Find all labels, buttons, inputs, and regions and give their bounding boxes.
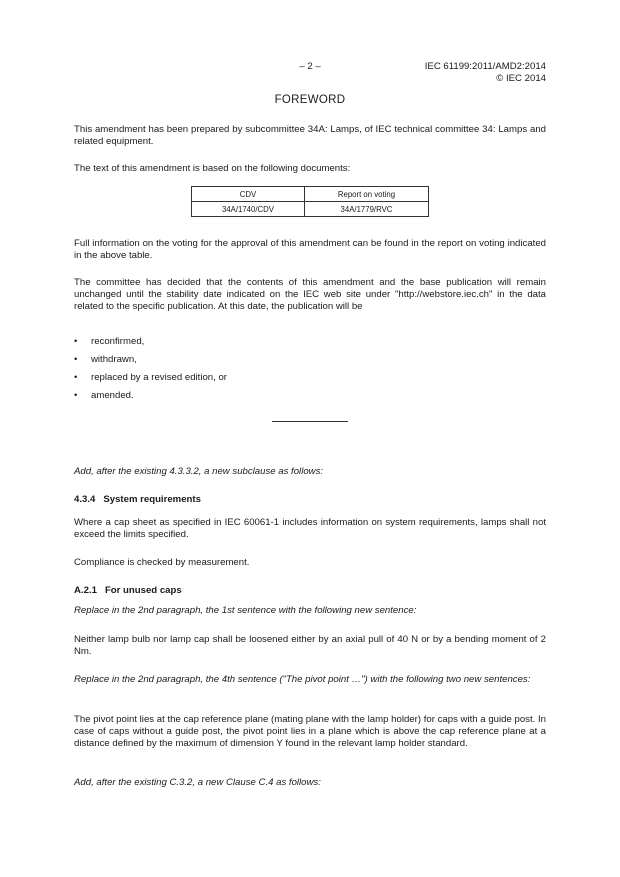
table-cell: 34A/1779/RVC — [304, 202, 428, 217]
intro-paragraph: This amendment has been prepared by subcommittee 34A: Lamps, of IEC technical committee 34: Lamps and related equipment. — [74, 124, 546, 147]
instruction-replace-fourth-sentence: Replace in the 2nd paragraph, the 4th sentence ("The pivot point …") with the following two new sentences: — [74, 674, 531, 685]
section-title: System requirements — [103, 494, 201, 505]
table-header-cell: CDV — [192, 187, 305, 202]
documents-paragraph: The text of this amendment is based on the following documents: — [74, 163, 351, 174]
copyright: © IEC 2014 — [496, 72, 546, 84]
bullet-text: amended. — [91, 390, 134, 401]
axial-pull-paragraph: Neither lamp bulb nor lamp cap shall be loosened either by an axial pull of 40 N or by a bending moment of 2 Nm. — [74, 634, 546, 657]
document-identifier — [390, 61, 546, 84]
separator-rule — [272, 421, 348, 422]
bullet-icon: • — [74, 336, 78, 347]
voting-documents-table — [191, 186, 429, 217]
bullet-text: replaced by a revised edition, or — [91, 372, 227, 383]
table-row — [192, 202, 429, 217]
document-id: IEC 61199:2011/AMD2:2014 — [424, 61, 546, 72]
table-cell: 34A/1740/CDV — [192, 202, 305, 217]
section-heading-434 — [74, 494, 546, 506]
committee-paragraph: The committee has decided that the contents of this amendment and the base publication will remain unchanged until the stability date indicated on the IEC web site under "http://webstore.iec.ch" in the data related to the specific publication. At this date, the publication will be — [74, 277, 546, 312]
bullet-text: withdrawn, — [91, 354, 137, 365]
section-title: For unused caps — [104, 585, 182, 596]
bullet-icon: • — [74, 372, 78, 383]
section-heading-a21 — [74, 585, 546, 597]
page-number: – 2 – — [299, 61, 321, 72]
table-header-row — [192, 187, 429, 202]
instruction-replace-first-sentence: Replace in the 2nd paragraph, the 1st sentence with the following new sentence: — [74, 605, 417, 616]
bullet-icon: • — [74, 354, 78, 365]
bullet-icon: • — [74, 390, 78, 401]
bullet-text: reconfirmed, — [91, 336, 145, 347]
table-header-cell: Report on voting — [304, 187, 428, 202]
system-requirements-paragraph: Where a cap sheet as specified in IEC 60061-1 includes information on system requirements, lamps shall not exceed the limits specified. — [74, 517, 546, 540]
section-number: A.2.1 — [74, 585, 97, 596]
pivot-point-paragraph: The pivot point lies at the cap reference plane (mating plane with the lamp holder) for caps with a guide post. In case of caps without a guide post, the pivot point lies in a plane which is above the cap reference plane at a distance defined by the maximum of dimension Y found in the relevant lamp holder standard. — [74, 714, 546, 749]
instruction-add-subclause: Add, after the existing 4.3.3.2, a new subclause as follows: — [74, 466, 324, 477]
section-number: 4.3.4 — [74, 494, 96, 505]
page-title: FOREWORD — [274, 94, 346, 106]
instruction-add-clause-c4: Add, after the existing C.3.2, a new Clause C.4 as follows: — [74, 777, 321, 788]
compliance-paragraph: Compliance is checked by measurement. — [74, 557, 250, 568]
voting-paragraph: Full information on the voting for the approval of this amendment can be found in the report on voting indicated in the above table. — [74, 238, 546, 261]
